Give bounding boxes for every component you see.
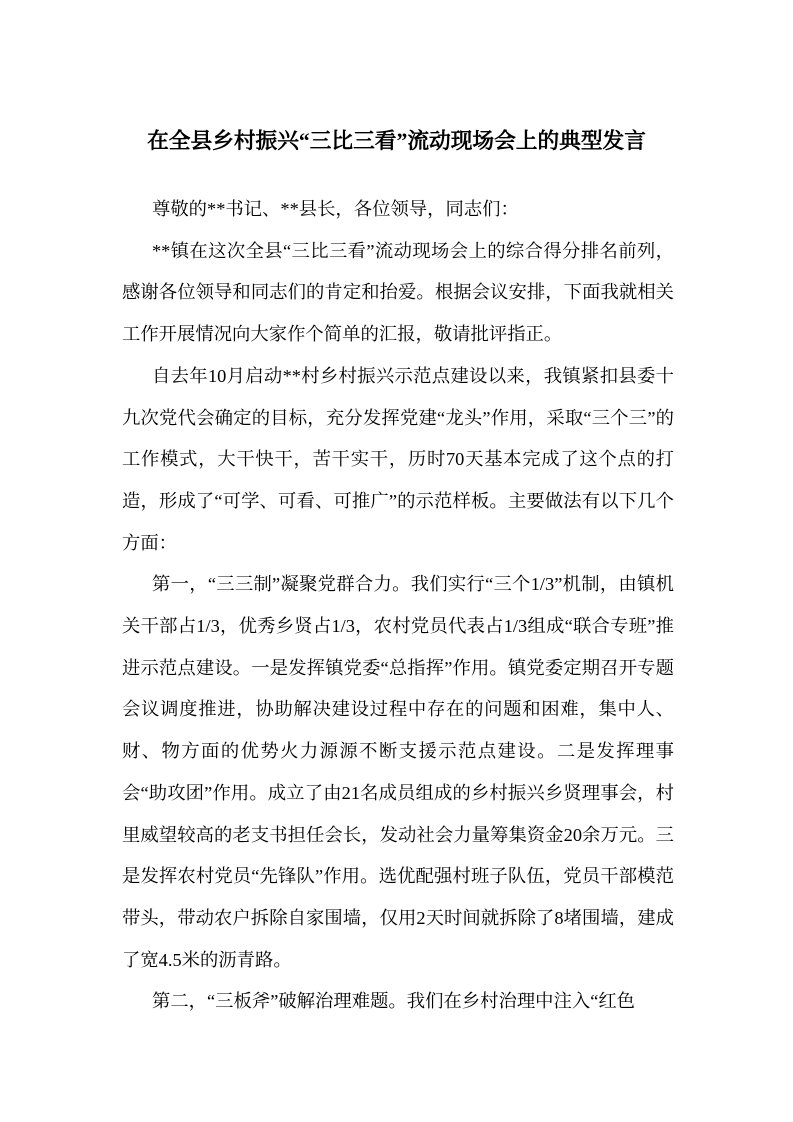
document-body (122, 189, 674, 1023)
paragraph-opening-thanks: **镇在这次全县“三比三看”流动现场会上的综合得分排名前列，感谢各位领导和同志们的肯定和抬爱。根据会议安排，下面我就相关工作开展情况向大家作个简单的汇报，敬请批评指正。 (122, 240, 674, 345)
document-title: 在全县乡村振兴“三比三看”流动现场会上的典型发言 (147, 129, 646, 153)
paragraph-salutation: 尊敬的**书记、**县长，各位领导，同志们： (152, 199, 519, 219)
paragraph-point-one: 第一，“三三制”凝聚党群合力。我们实行“三个1/3”机制，由镇机关干部占1/3，优秀乡贤占1/3，农村党员代表占1/3组成“联合专班”推进示范点建设。一是发挥镇党委“总指挥”作用。镇党委定期召开专题会议调度推进，协助解决建设过程中存在的问题和困难，集中人、财、物方面的优势火力源源不断支援示范点建设。二是发挥理事会“助攻团”作用。成立了由21名成员组成的乡村振兴乡贤理事会，村里威望较高的老支书担任会长，发动社会力量筹集资金20余万元。三是发挥农村党员“先锋队”作用。选优配强村班子队伍，党员干部模范带头，带动农户拆除自家围墙，仅用2天时间就拆除了8堵围墙，建成了宽4.5米的沥青路。 (122, 574, 674, 970)
paragraph-overview: 自去年10月启动**村乡村振兴示范点建设以来，我镇紧扣县委十九次党代会确定的目标，充分发挥党建“龙头”作用，采取“三个三”的工作模式，大干快干，苦干实干，历时70天基本完成了这个点的打造，形成了“可学、可看、可推广”的示范样板。主要做法有以下几个方面： (122, 365, 674, 553)
paragraph-point-two: 第二，“三板斧”破解治理难题。我们在乡村治理中注入“红色 (152, 991, 636, 1012)
